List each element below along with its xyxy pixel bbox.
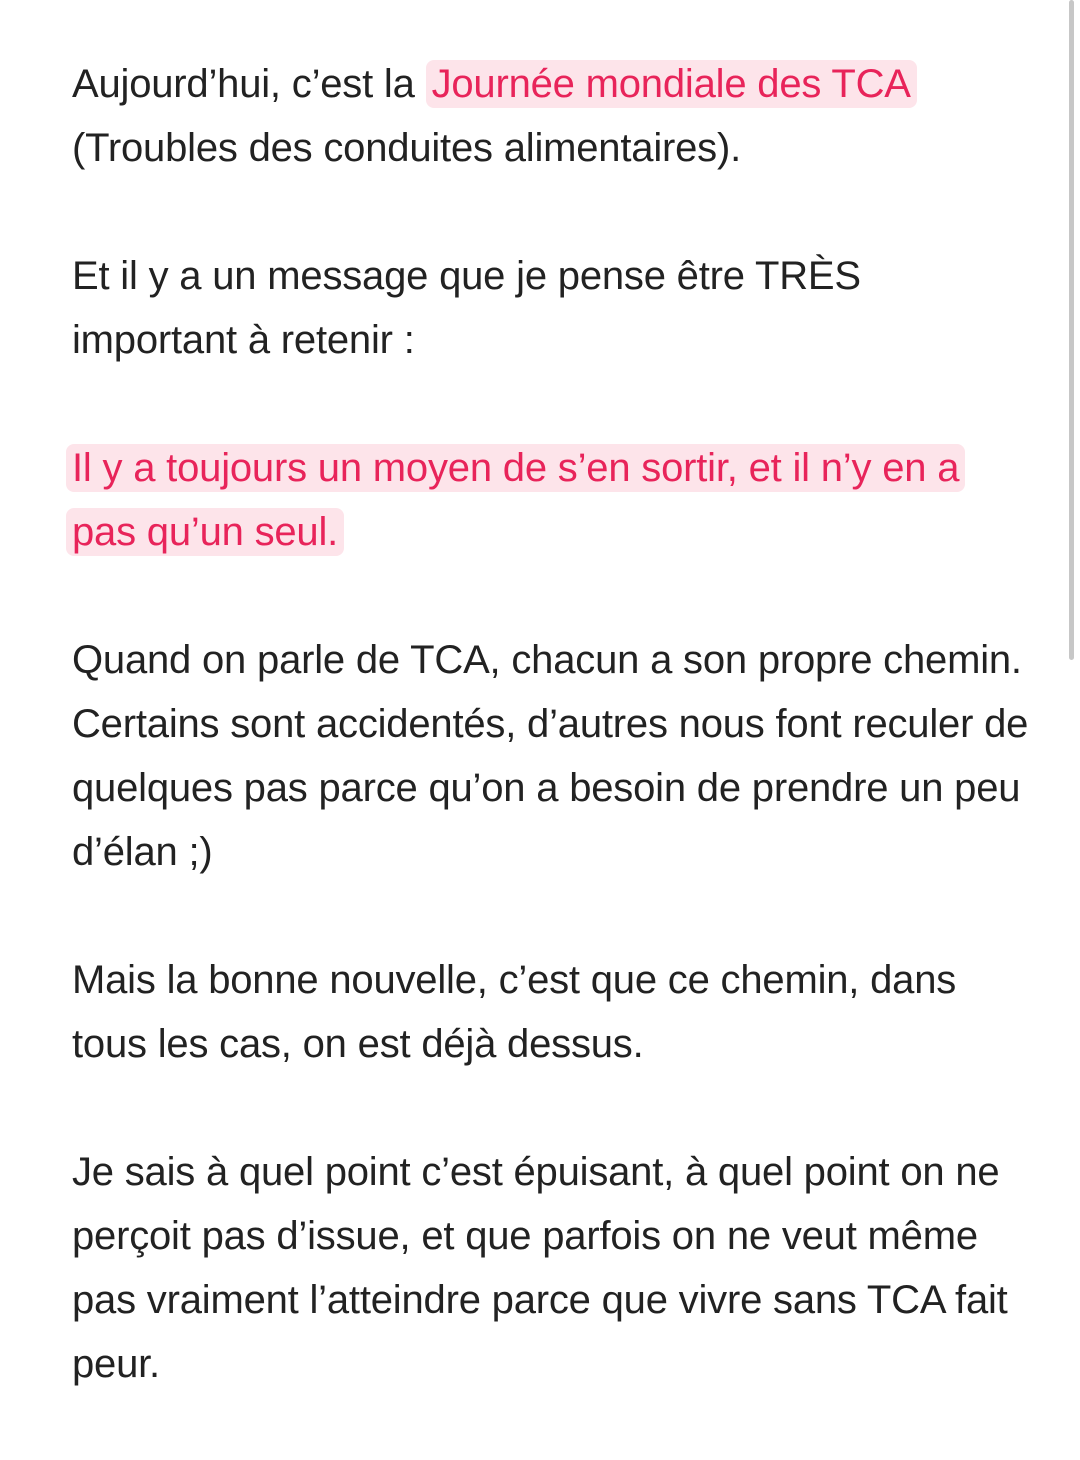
highlight-world-day: Journée mondiale des TCA [426,60,917,108]
paragraph-path: Quand on parle de TCA, chacun a son propre chemin. Certains sont accidentés, d’autres nous font reculer de quelques pas parce qu’on a besoin de prendre un peu d’élan ;) [72,638,1029,874]
paragraph-message: Et il y a un message que je pense être TRÈS important à retenir : [72,254,861,362]
paragraph-key-message [72,436,1032,564]
scrollbar[interactable] [1069,0,1074,660]
paragraph-intro [72,52,1032,180]
intro-text-end: (Troubles des conduites alimentaires). [72,126,742,170]
paragraph-good-news: Mais la bonne nouvelle, c’est que ce chemin, dans tous les cas, on est déjà dessus. [72,958,957,1066]
note-body [72,52,1032,1460]
highlight-key-message: Il y a toujours un moyen de s’en sortir, et il n’y en a pas qu’un seul. [66,444,965,556]
paragraph-exhausting: Je sais à quel point c’est épuisant, à quel point on ne perçoit pas d’issue, et que parfois on ne veut même pas vraiment l’atteindre parce que vivre sans TCA fait peur. [72,1150,1008,1386]
intro-text: Aujourd’hui, c’est la [72,62,426,106]
